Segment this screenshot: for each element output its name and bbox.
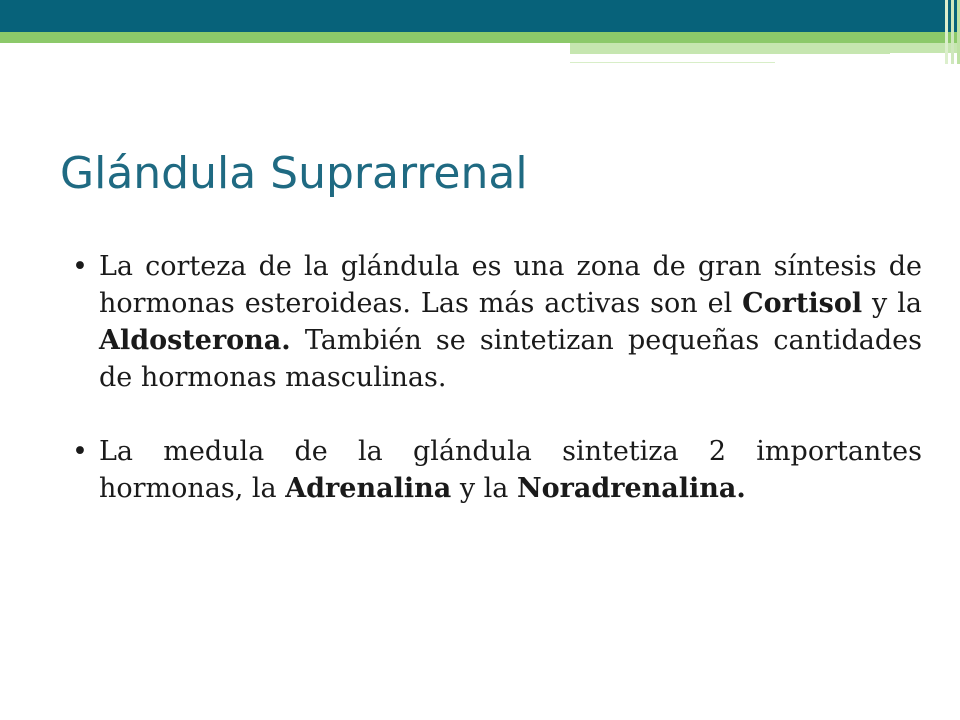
header-accent-line <box>570 53 890 54</box>
bullet-text: La corteza de la glándula es una zona de gran síntesis de hormonas esteroideas. Las más activas son el <box>99 251 922 319</box>
bold-term-cortisol: Cortisol <box>742 288 863 319</box>
bold-term-adrenalina: Adrenalina <box>285 473 452 504</box>
bullet-text: y la <box>862 288 922 319</box>
stripe <box>951 0 954 64</box>
stripe <box>945 0 948 64</box>
header-accent-line-2 <box>570 62 775 63</box>
bullet-list <box>72 248 922 544</box>
bold-term-noradrenalina: Noradrenalina. <box>516 473 746 504</box>
header-banner-teal <box>0 0 960 32</box>
bullet-text: y la <box>451 473 517 504</box>
bullet-item-corteza <box>72 248 922 396</box>
bullet-text: La medula de la glándula sintetiza 2 importantes hormonas, la <box>99 436 922 504</box>
bold-term-aldosterona: Aldosterona. <box>99 325 291 356</box>
header-stripes <box>920 0 960 64</box>
header-banner-green <box>0 32 960 43</box>
bullet-item-medula <box>72 433 922 507</box>
slide-title: Glándula Suprarrenal <box>60 148 528 199</box>
header-banner-accent <box>570 43 960 53</box>
bullet-text: También se sintetizan pequeñas cantidades de hormonas masculinas. <box>99 325 922 393</box>
